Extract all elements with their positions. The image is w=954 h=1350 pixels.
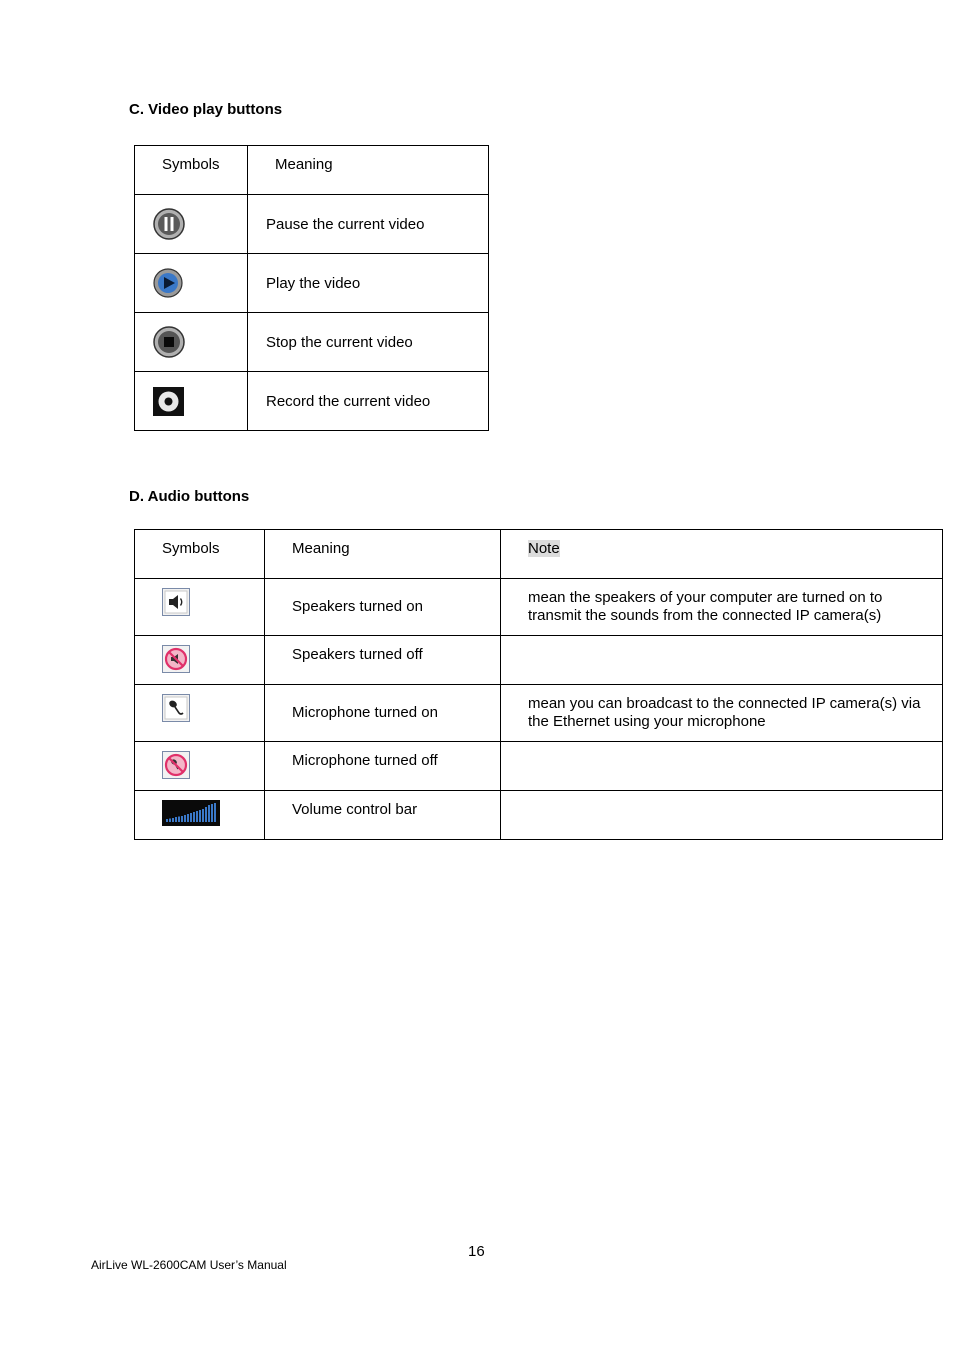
table-row (135, 254, 489, 313)
meaning-text: Volume control bar (292, 801, 418, 818)
column-header-note: Note (528, 540, 560, 557)
stop-icon (153, 326, 185, 358)
table-row (135, 313, 489, 372)
table-header-row (135, 146, 489, 195)
note-text: mean you can broadcast to the connected IP camera(s) via the Ethernet using your microphone (528, 695, 921, 730)
table-row (135, 579, 943, 636)
note-text: mean the speakers of your computer are turned on to transmit the sounds from the connected IP camera(s) (528, 589, 883, 624)
microphone-on-icon (162, 694, 190, 722)
pause-icon (153, 208, 185, 240)
speaker-off-icon (162, 645, 190, 673)
meaning-text: Play the video (266, 274, 361, 292)
meaning-text: Microphone turned on (292, 704, 438, 721)
section-title-video-buttons: C. Video play buttons (129, 101, 283, 118)
column-header-symbols: Symbols (162, 540, 220, 557)
meaning-text: Microphone turned off (292, 752, 438, 769)
audio-buttons-table (134, 529, 943, 840)
speaker-on-icon (162, 588, 190, 616)
table-row (135, 636, 943, 685)
table-row (135, 742, 943, 791)
meaning-text: Record the current video (266, 392, 431, 410)
microphone-off-icon (162, 751, 190, 779)
video-buttons-table (134, 145, 489, 431)
table-row (135, 195, 489, 254)
meaning-text: Stop the current video (266, 333, 413, 351)
page-number: 16 (468, 1243, 485, 1260)
table-row (135, 372, 489, 431)
play-icon (153, 268, 183, 298)
meaning-text: Speakers turned off (292, 646, 423, 663)
table-header-row (135, 530, 943, 579)
meaning-text: Speakers turned on (292, 598, 423, 615)
record-icon (153, 387, 184, 416)
volume-bar-icon (162, 800, 220, 826)
section-title-audio-buttons: D. Audio buttons (129, 488, 250, 505)
meaning-text: Pause the current video (266, 215, 425, 233)
table-row (135, 685, 943, 742)
column-header-meaning: Meaning (292, 540, 350, 557)
column-header-meaning: Meaning (275, 156, 333, 173)
footer-manual-title: AirLive WL-2600CAM User’s Manual (91, 1258, 287, 1272)
table-row (135, 791, 943, 840)
column-header-symbols: Symbols (162, 156, 220, 173)
